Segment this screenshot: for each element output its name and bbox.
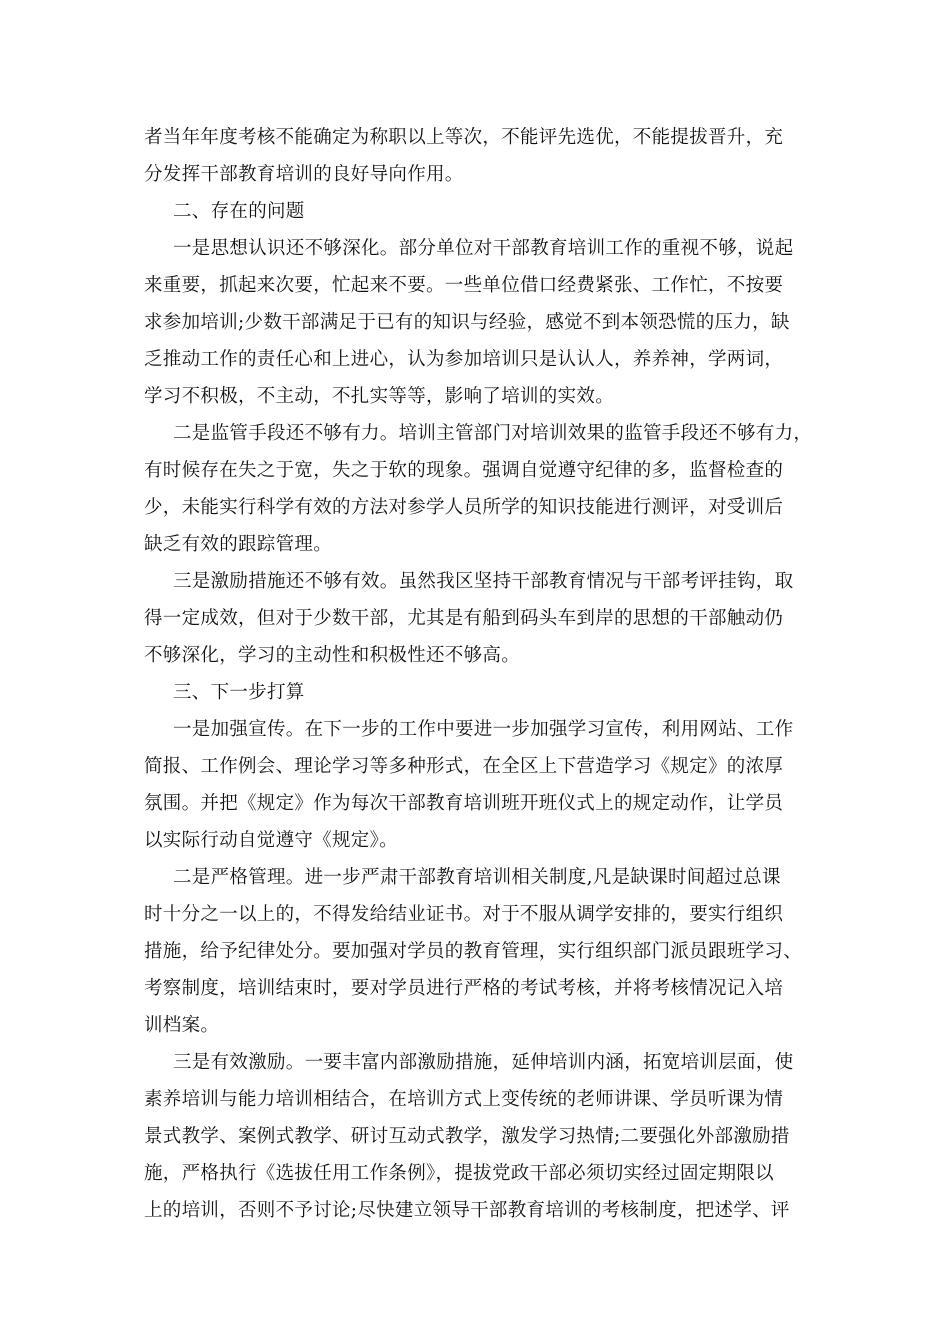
text-line: 学习不积极，不主动，不扎实等等，影响了培训的实效。 xyxy=(144,386,615,407)
text-line: 以实际行动自觉遵守《规定》。 xyxy=(144,830,398,851)
text-line: 求参加培训;少数干部满足于已有的知识与经验，感觉不到本领恐慌的压力，缺 xyxy=(144,312,790,333)
text-line: 施，严格执行《选拔任用工作条例》，提拔党政干部必须切实经过固定期限以 xyxy=(144,1163,774,1184)
text-line: 简报、工作例会、理论学习等多种形式，在全区上下营造学习《规定》的浓厚 xyxy=(144,756,784,777)
text-line: 乏推动工作的责任心和上进心，认为参加培训只是认认人，养养神，学两词， xyxy=(144,349,784,370)
text-line: 三是有效激励。一要丰富内部激励措施，延伸培训内涵，拓宽培训层面，使 xyxy=(173,1052,794,1073)
text-line: 上的培训，否则不予讨论;尽快建立领导干部教育培训的考核制度，把述学、评 xyxy=(144,1200,790,1221)
text-line: 氛围。并把《规定》作为每次干部教育培训班开班仪式上的规定动作，让学员 xyxy=(144,793,784,814)
paragraph-problem-2 xyxy=(144,415,824,563)
text-line: 有时候存在失之于宽，失之于软的现象。强调自觉遵守纪律的多，监督检查的 xyxy=(144,460,784,481)
text-line: 措施，给予纪律处分。要加强对学员的教育管理，实行组织部门派员跟班学习、 xyxy=(144,941,803,962)
text-line: 三是激励措施还不够有效。虽然我区坚持干部教育情况与干部考评挂钩，取 xyxy=(173,571,794,592)
text-line: 二是监管手段还不够有力。培训主管部门对培训效果的监管手段还不够有力， xyxy=(173,423,813,444)
section-heading-next-steps xyxy=(144,674,824,711)
paragraph-plan-1 xyxy=(144,711,824,859)
text-line: 分发挥干部教育培训的良好导向作用。 xyxy=(144,164,464,185)
paragraph-plan-2 xyxy=(144,859,824,1044)
paragraph-problem-1 xyxy=(144,230,824,415)
section-heading-problems xyxy=(144,193,824,230)
paragraph-problem-3 xyxy=(144,563,824,674)
text-line: 缺乏有效的跟踪管理。 xyxy=(144,534,333,555)
text-line: 时十分之一以上的，不得发给结业证书。对于不服从调学安排的，要实行组织 xyxy=(144,904,784,925)
text-line: 训档案。 xyxy=(144,1015,220,1036)
text-line: 一是思想认识还不够深化。部分单位对干部教育培训工作的重视不够，说起 xyxy=(173,238,794,259)
text-line: 来重要，抓起来次要，忙起来不要。一些单位借口经费紧张、工作忙，不按要 xyxy=(144,275,784,296)
document-body xyxy=(144,119,824,1229)
paragraph-plan-3 xyxy=(144,1044,824,1229)
text-line: 景式教学、案例式教学、研讨互动式教学，激发学习热情;二要强化外部激励措 xyxy=(144,1126,790,1147)
paragraph-continuation xyxy=(144,119,824,193)
text-line: 三、下一步打算 xyxy=(173,682,305,703)
text-line: 少，未能实行科学有效的方法对参学人员所学的知识技能进行测评，对受训后 xyxy=(144,497,784,518)
text-line: 不够深化，学习的主动性和积极性还不够高。 xyxy=(144,645,521,666)
text-line: 者当年年度考核不能确定为称职以上等次，不能评先选优，不能提拔晋升，充 xyxy=(144,127,784,148)
text-line: 考察制度，培训结束时，要对学员进行严格的考试考核，并将考核情况记入培 xyxy=(144,978,784,999)
text-line: 二、存在的问题 xyxy=(173,201,305,222)
text-line: 二是严格管理。进一步严肃干部教育培训相关制度,凡是缺课时间超过总课 xyxy=(173,867,781,888)
text-line: 一是加强宣传。在下一步的工作中要进一步加强学习宣传，利用网站、工作 xyxy=(173,719,794,740)
text-line: 得一定成效，但对于少数干部，尤其是有船到码头车到岸的思想的干部触动仍 xyxy=(144,608,784,629)
text-line: 素养培训与能力培训相结合，在培训方式上变传统的老师讲课、学员听课为情 xyxy=(144,1089,784,1110)
